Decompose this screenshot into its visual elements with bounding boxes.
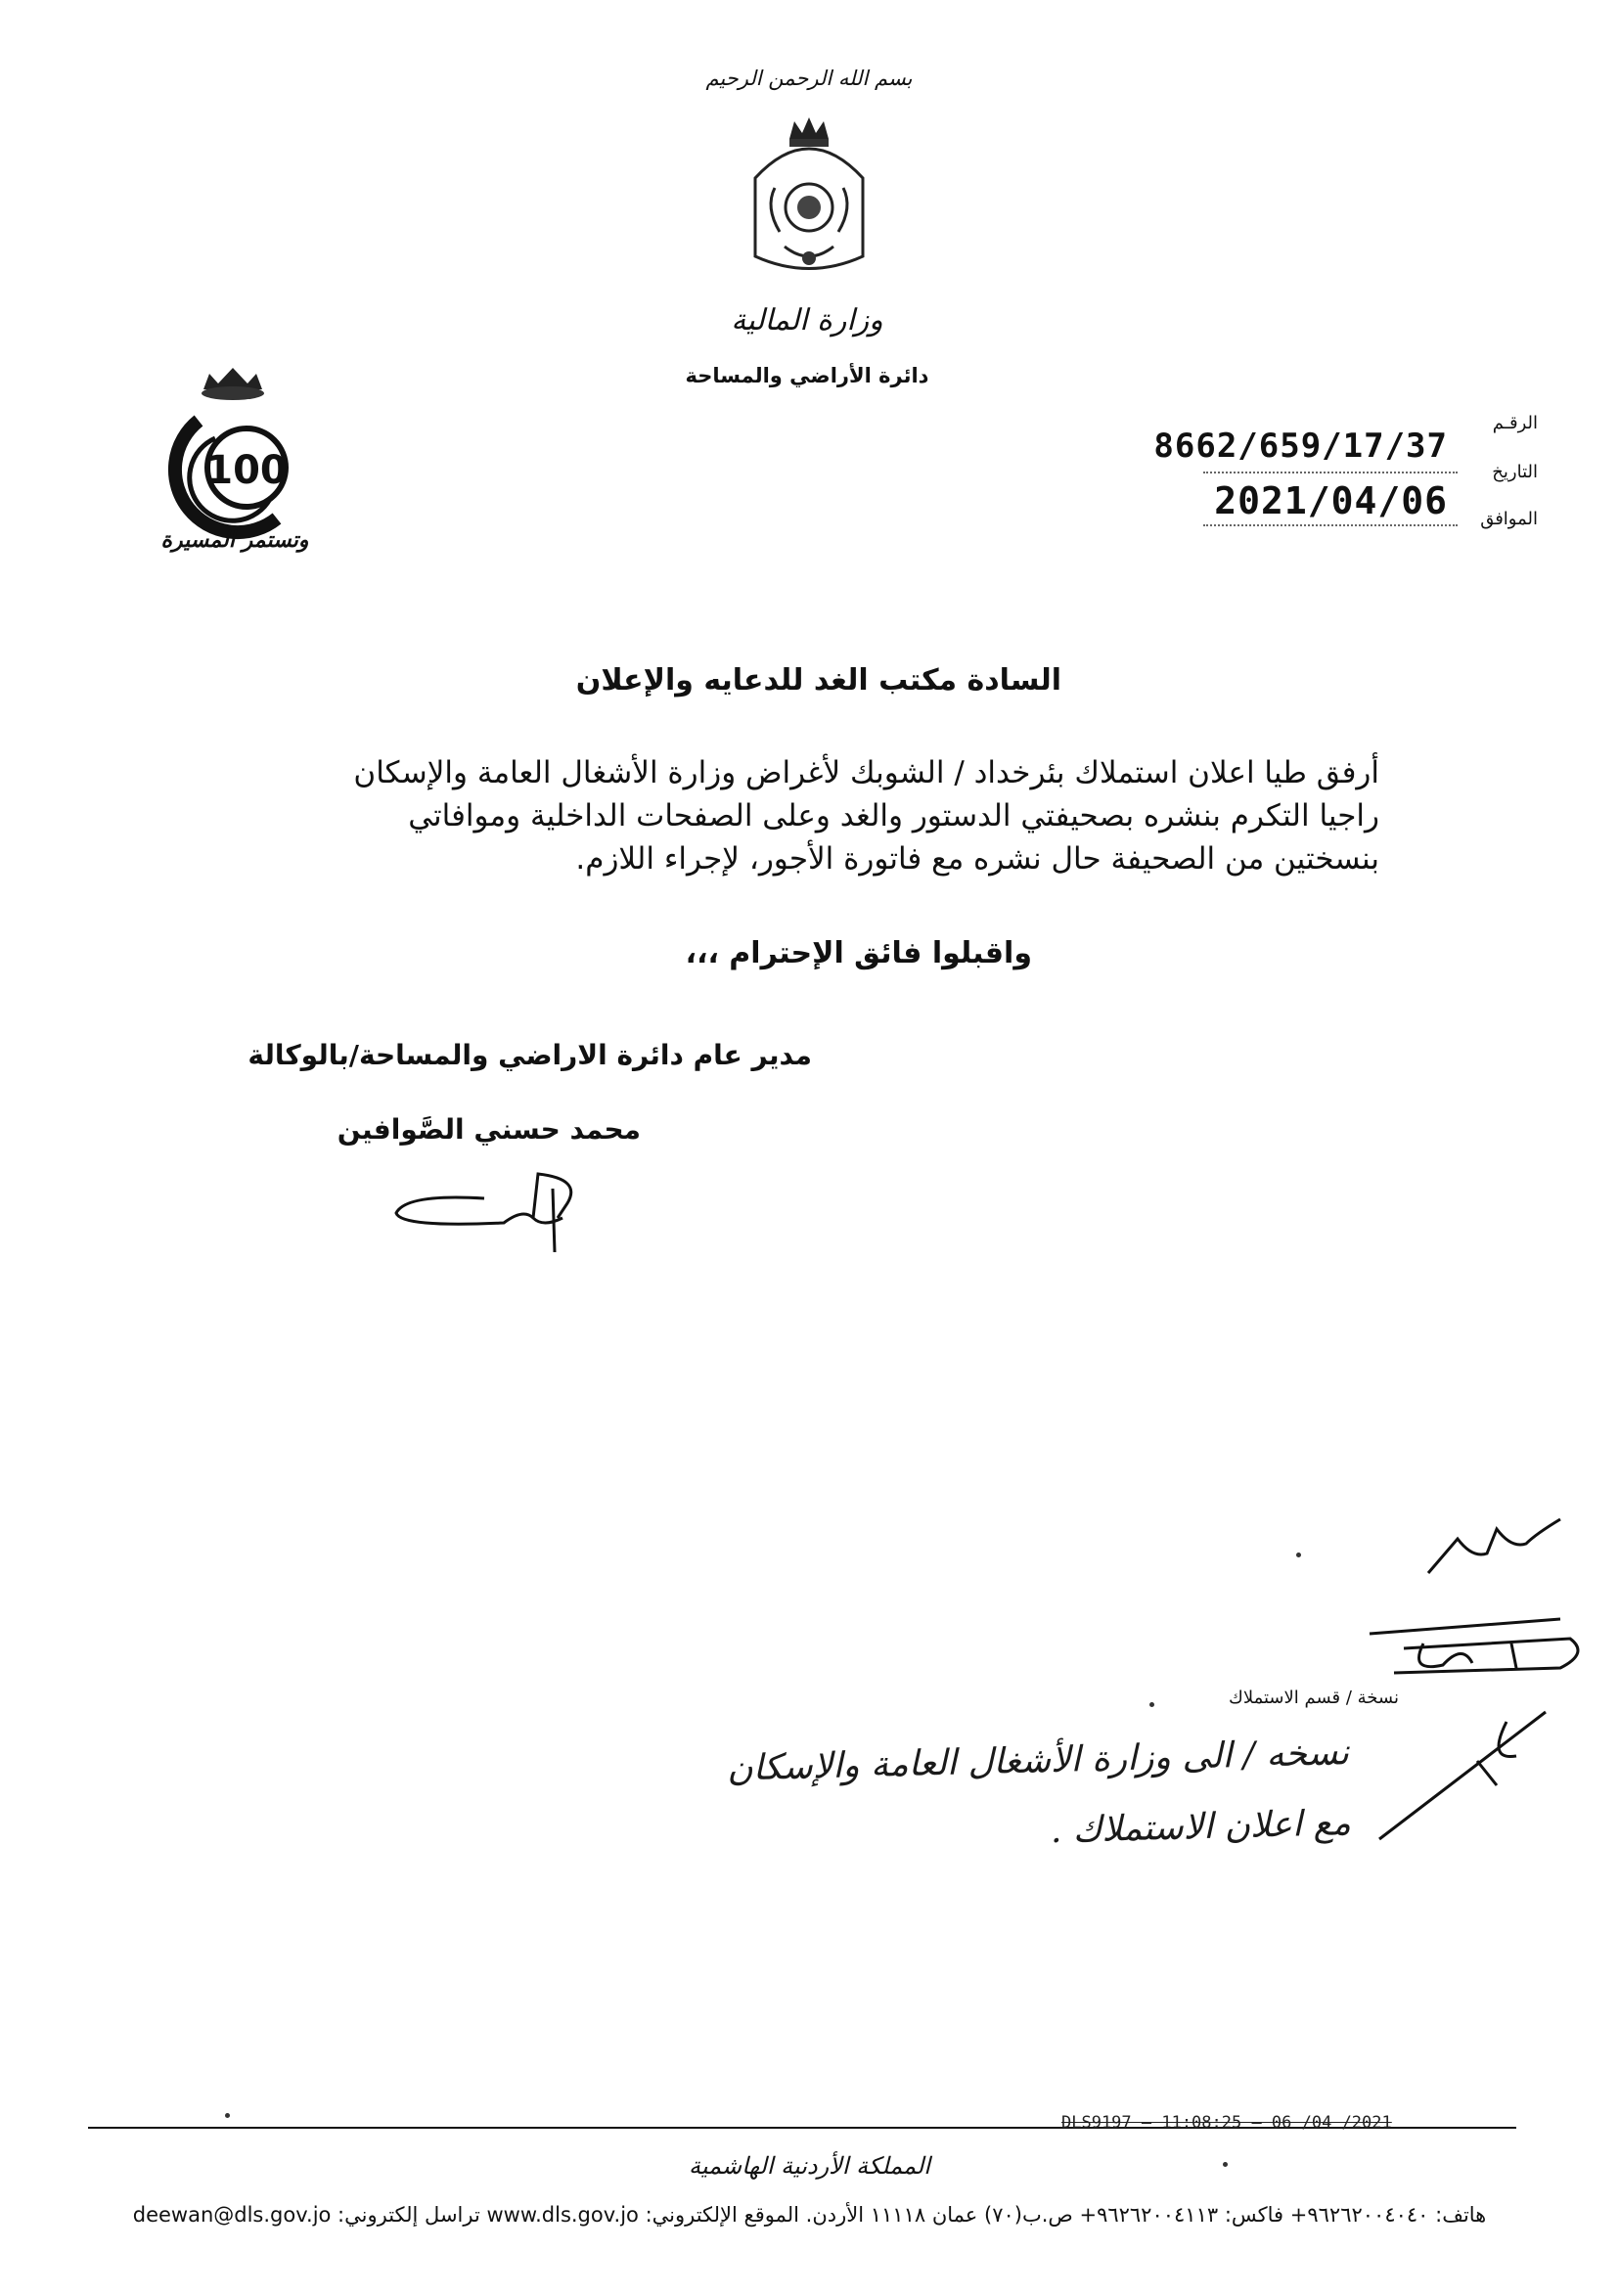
kingdom-name: المملكة الأردنية الهاشمية — [689, 2152, 930, 2180]
copy-to-label: نسخة / قسم الاستملاك — [1229, 1688, 1399, 1708]
centennial-100-logo — [145, 362, 321, 548]
centennial-caption: وتستمر المسيرة — [160, 528, 309, 553]
reference-number-label: الرقـم — [1492, 413, 1538, 433]
scan-speck — [1296, 1553, 1301, 1557]
scan-speck — [225, 2113, 230, 2118]
closing-salutation: واقبلوا فائق الإحترام ،،، — [685, 936, 1032, 970]
letter-body: أرفق طيا اعلان استملاك بئرخداد / الشوبك لأغراض وزارة الأشغال العامة والإسكان راجيا التكرم بنشره بصحيفتي الدستور والغد وعلى الصفحات الداخلية وموافاتي بنسختين من الصحيفة حال نشره مع فاتورة الأجور، لإجراء اللازم. — [353, 755, 1379, 877]
department-name: دائرة الأراضي والمساحة — [685, 364, 929, 387]
reference-number: 8662/659/17/37 — [1153, 427, 1448, 466]
footer-contact-info: هاتف: ٩٦٢٦٢٠٠٤٠٤٠+ فاكس: ٩٦٢٦٢٠٠٤١١٣+ ص.ب(٧٠) عمان ١١١١٨ الأردن. الموقع الإلكتروني: www.dls.gov.jo تراسل إلكتروني: deewan@dls.gov.jo — [132, 2203, 1487, 2227]
reference-number-line — [1203, 472, 1458, 473]
basmala: بسم الله الرحمن الرحيم — [705, 67, 913, 90]
handwritten-note: نسخه / الى وزارة الأشغال العامة والإسكان مع اعلان الاستملاك . — [726, 1733, 1352, 1852]
letter-date: 2021/04/06 — [1214, 479, 1448, 522]
signer-title: مدير عام دائرة الاراضي والمساحة/بالوكالة — [247, 1039, 812, 1071]
handwritten-initials-2 — [1365, 1604, 1590, 1687]
jordan-coat-of-arms-emblem — [736, 110, 882, 286]
addressee: السادة مكتب الغد للدعايه والإعلان — [575, 663, 1061, 698]
hijri-date-label: الموافق — [1480, 509, 1538, 529]
svg-text:100: 100 — [205, 448, 288, 493]
handwritten-note-slash-mark — [1360, 1702, 1555, 1853]
date-line — [1203, 524, 1458, 526]
ministry-name: وزارة المالية — [731, 303, 883, 338]
director-signature — [386, 1169, 592, 1261]
date-label: التاريخ — [1492, 462, 1538, 482]
handwritten-initials-1 — [1418, 1514, 1565, 1587]
fax-transmission-stamp: DLS9197 — 11:08:25 — 06 /04 /2021 — [1061, 2113, 1392, 2133]
signer-name: محمد حسني الصَّوافين — [337, 1113, 641, 1146]
scan-speck — [1149, 1702, 1154, 1707]
